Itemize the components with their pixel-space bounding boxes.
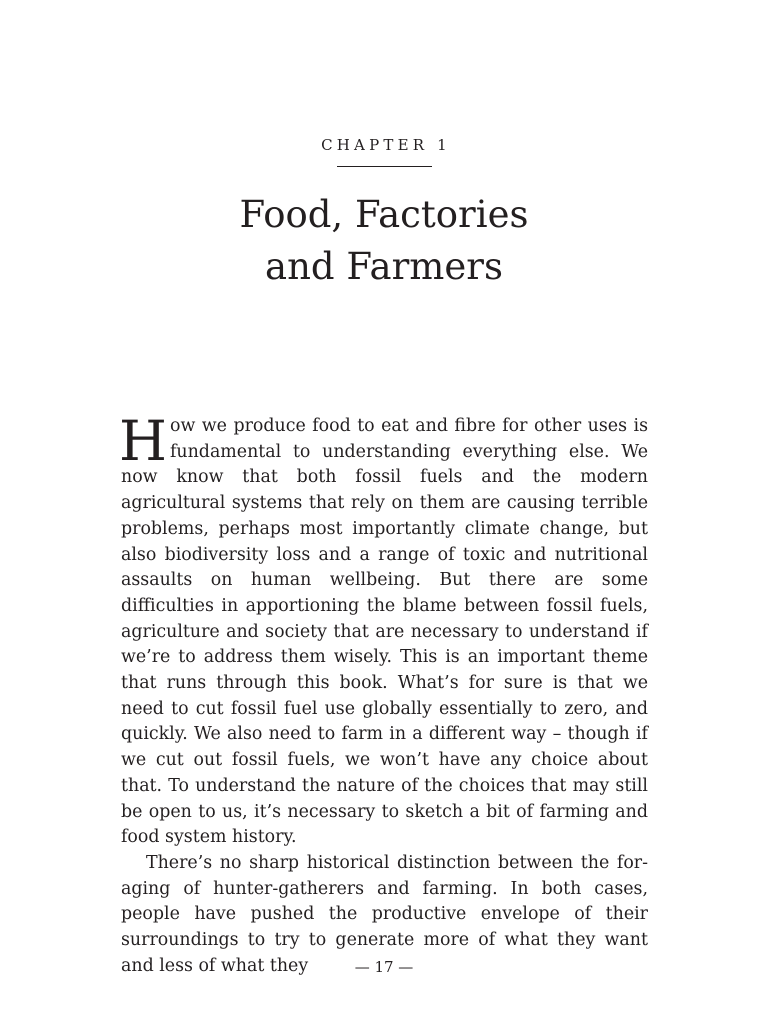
paragraph-2: There’s no sharp historical distinction between the foraging of hunter-gatherers and farming. In both cases, people have pushed the productive envelope of their surroundings to try to generate more of what they want and less of what they (121, 852, 648, 976)
drop-cap: H (119, 409, 167, 473)
page-number: — 17 — (354, 958, 414, 976)
paragraph-1-text: ow we produce food to eat and fibre for other uses is fundamental to understanding everything else. We now know that both fossil fuels and the modern agricultural systems that rely on them are causing terrible problems, perhaps most importantly climate change, but also biodiversity loss and a range of toxic and nutritional assaults on human wellbeing. But there are some difficulties in apportioning the blame between fossil fuels, agriculture and society that are necessary to understand if we’re to address them wisely. This is an important theme that runs through this book. What’s for sure is that we need to cut fossil fuel use globally essentially to zero, and quickly. We also need to farm in a different way – though if we cut out fossil fuels, we won’t have any choice about that. To understand the nature of the choices that may still be open to us, it’s necessary to sketch a bit of farming and food system history. (121, 416, 648, 848)
chapter-title-line-1: Food, Factories (239, 193, 529, 236)
chapter-divider-rule (337, 166, 432, 167)
body-text (119, 409, 648, 979)
chapter-number-label: CHAPTER 1 (321, 136, 451, 154)
chapter-title-line-2: and Farmers (265, 245, 503, 288)
chapter-title (0, 189, 768, 293)
paragraph-1 (119, 409, 648, 851)
